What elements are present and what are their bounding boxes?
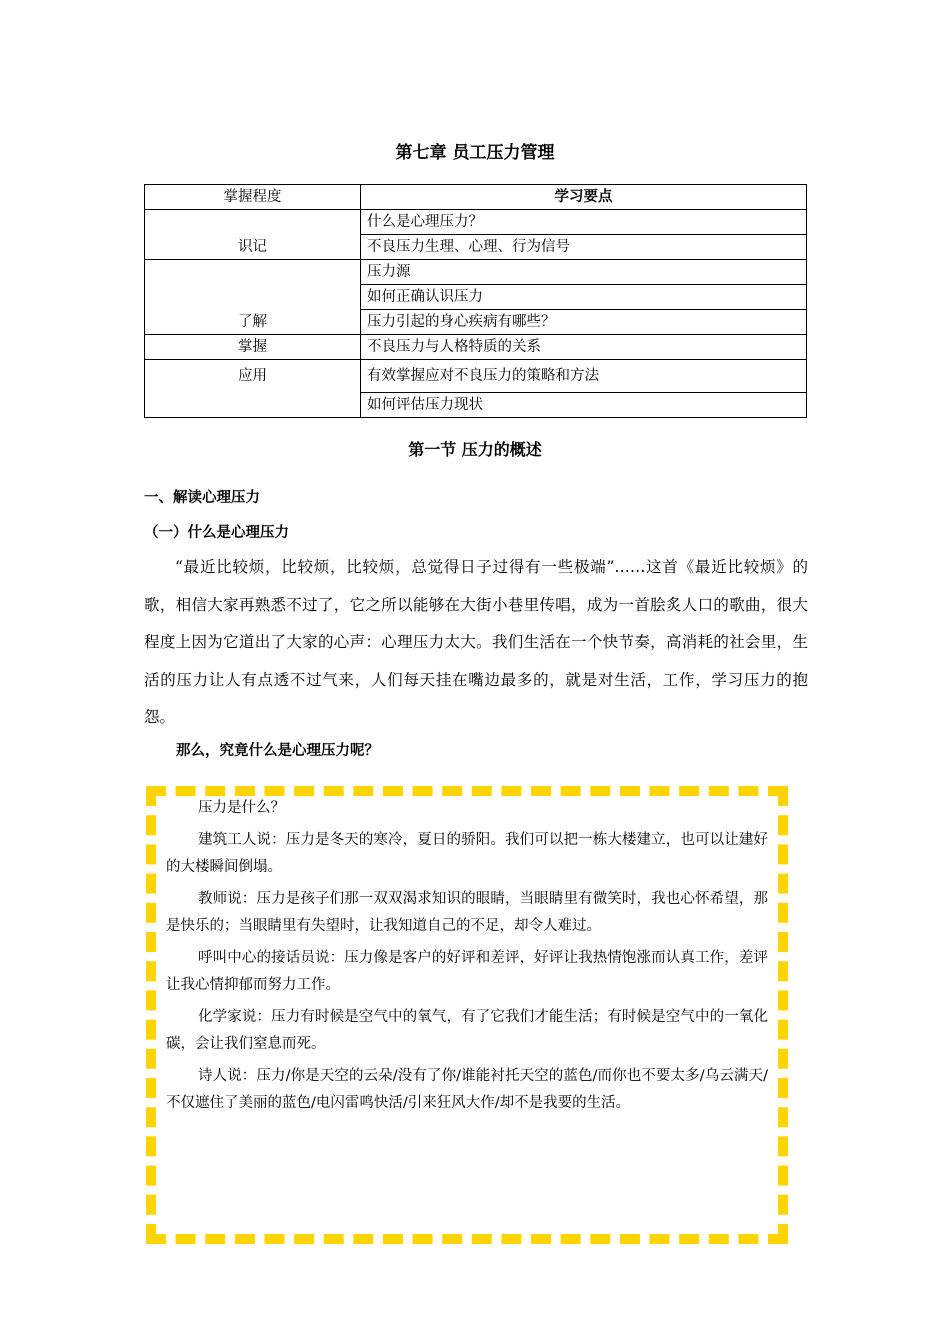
point-cell: 压力源: [361, 260, 807, 285]
quote-paragraph: 压力是什么？: [198, 800, 285, 816]
header-mastery-level: 掌握程度: [145, 185, 361, 210]
table-row: [145, 335, 807, 360]
level-cell-master: 掌握: [145, 335, 361, 360]
point-cell: 不良压力与人格特质的关系: [361, 335, 807, 360]
level-cell-understand: 了解: [145, 260, 361, 335]
point-cell: 如何评估压力现状: [361, 393, 807, 418]
table-header-row: [145, 185, 807, 210]
quote-paragraph: 教师说：压力是孩子们那一双双渴求知识的眼睛，当眼睛里有微笑时，我也心怀希望，那是快乐的；当眼睛里有失望时，让我知道自己的不足，却令人难过。: [166, 890, 768, 934]
heading-level-1: 一、解读心理压力: [144, 490, 260, 506]
quote-paragraph: 建筑工人说：压力是冬天的寒冷，夏日的骄阳。我们可以把一栋大楼建立，也可以让建好的大楼瞬间倒塌。: [166, 831, 768, 875]
section-title: 第一节 压力的概述: [408, 440, 542, 459]
point-cell: 压力引起的身心疾病有哪些？: [361, 310, 807, 335]
chapter-title: 第七章 员工压力管理: [395, 143, 555, 163]
header-learning-points: 学习要点: [361, 185, 807, 210]
point-cell: 如何正确认识压力: [361, 285, 807, 310]
point-cell: 什么是心理压力？: [361, 210, 807, 235]
table-row: [145, 210, 807, 235]
level-cell-memorize: 识记: [145, 210, 361, 260]
quote-box-content: [166, 795, 768, 1122]
point-cell: 有效掌握应对不良压力的策略和方法: [361, 360, 807, 393]
quote-paragraph: 呼叫中心的接话员说：压力像是客户的好评和差评，好评让我热情饱涨而认真工作，差评让我心情抑郁而努力工作。: [166, 949, 768, 993]
level-cell-apply: 应用: [145, 360, 361, 418]
intro-paragraph: “最近比较烦，比较烦，比较烦，总觉得日子过得有一些极端”……这首《最近比较烦》的歌，相信大家再熟悉不过了，它之所以能够在大街小巷里传唱，成为一首脍炙人口的歌曲，很大程度上因为它道出了大家的心声：心理压力太大。我们生活在一个快节奏，高消耗的社会里，生活的压力让人有点透不过气来，人们每天挂在嘴边最多的，就是对生活，工作，学习压力的抱怨。: [144, 558, 808, 726]
table-row: [145, 360, 807, 393]
learning-objectives-table: [144, 184, 807, 418]
table-row: [145, 260, 807, 285]
quote-paragraph: 诗人说：压力/你是天空的云朵/没有了你/谁能衬托天空的蓝色/而你也不要太多/乌云满天/不仅遮住了美丽的蓝色/电闪雷鸣快活/引来狂风大作/却不是我要的生活。: [166, 1067, 768, 1111]
quote-paragraph: 化学家说：压力有时候是空气中的氧气，有了它我们才能生活；有时候是空气中的一氧化碳，会让我们窒息而死。: [166, 1008, 768, 1052]
point-cell: 不良压力生理、心理、行为信号: [361, 235, 807, 260]
heading-level-2: （一）什么是心理压力: [144, 525, 289, 541]
question-line: 那么，究竟什么是心理压力呢？: [176, 743, 379, 759]
